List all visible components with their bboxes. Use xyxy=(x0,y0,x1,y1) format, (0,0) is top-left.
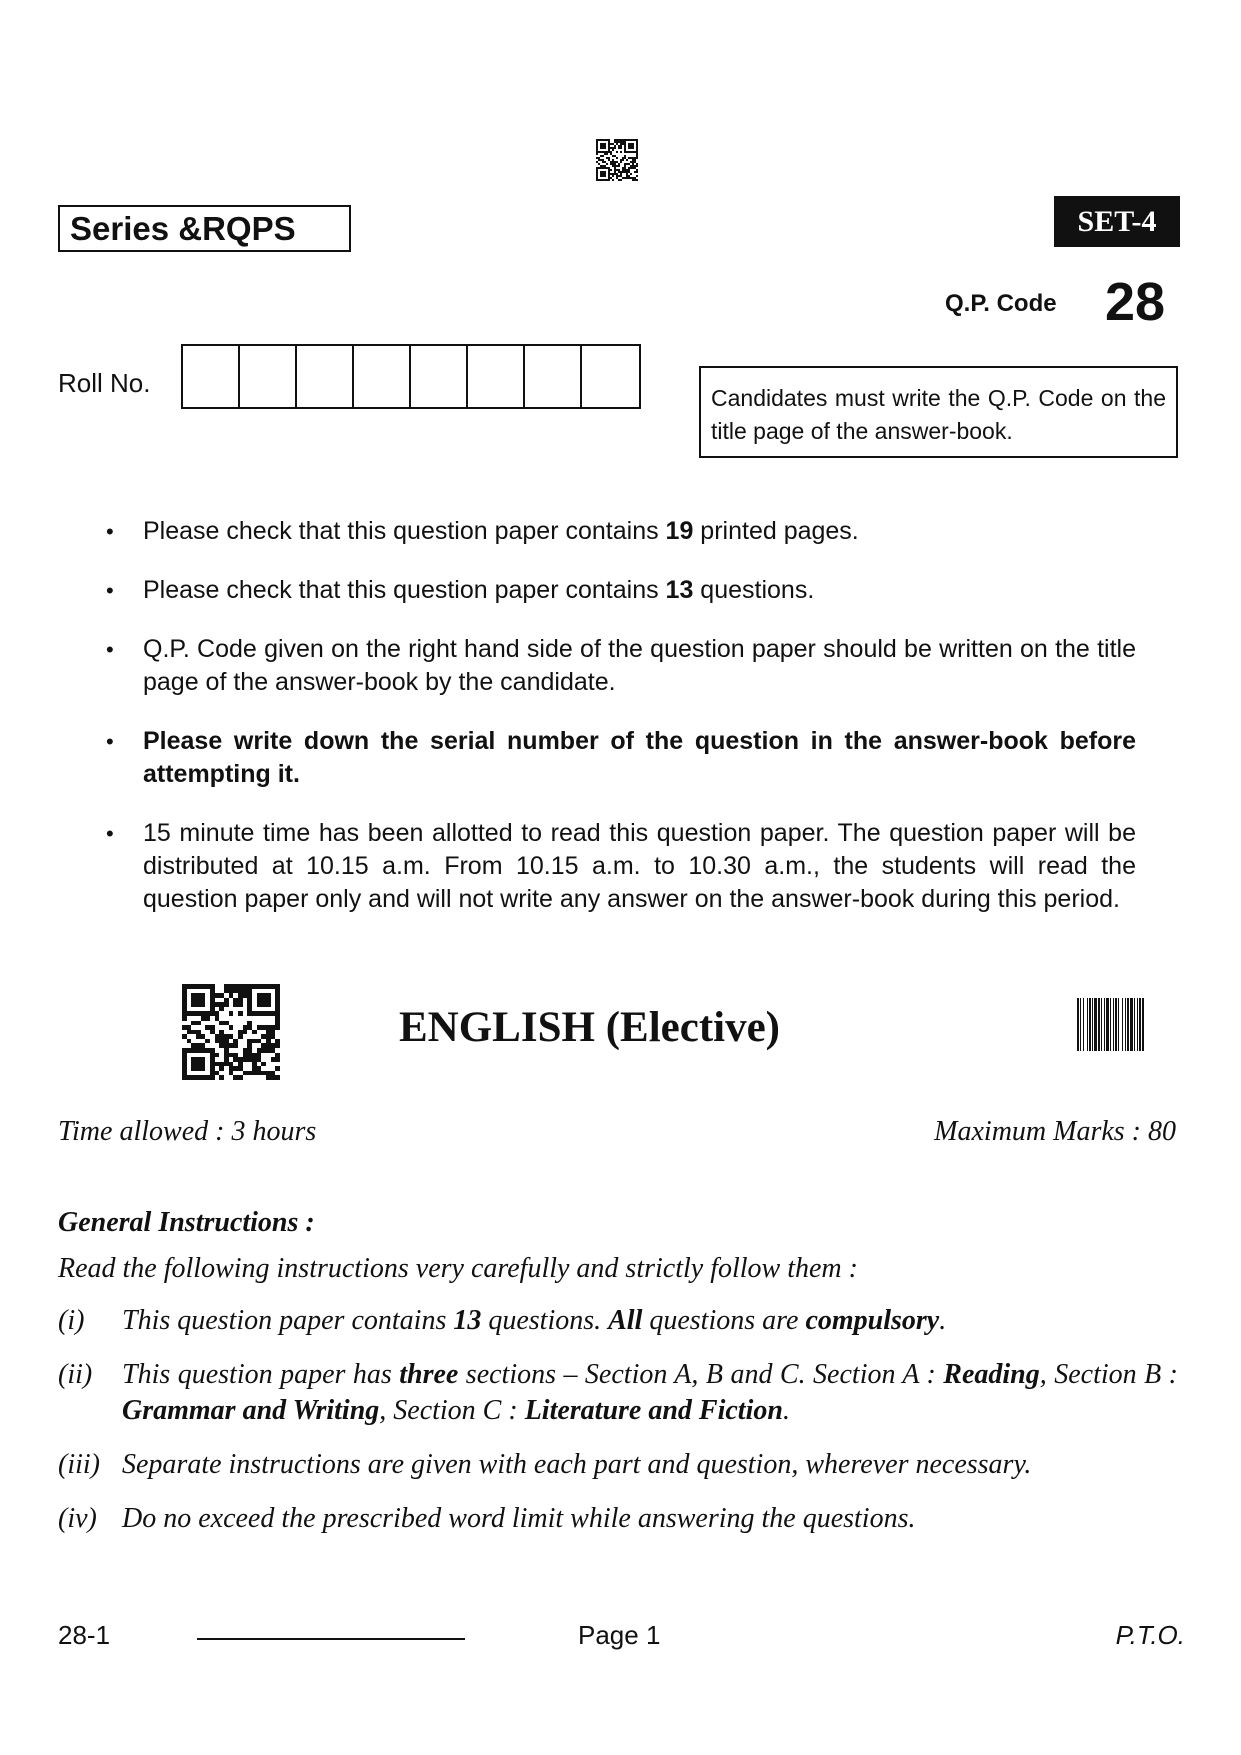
series-box: Series &RQPS xyxy=(58,205,351,252)
bullet-icon: • xyxy=(106,519,114,544)
text: , Section C : xyxy=(379,1395,525,1426)
bold-text: Grammar and Writing xyxy=(122,1395,380,1426)
bold-text: All xyxy=(608,1305,643,1336)
roll-no-digit-box[interactable] xyxy=(525,346,582,407)
roll-no-boxes[interactable] xyxy=(181,344,641,409)
bullet-icon: • xyxy=(106,578,114,603)
checklist xyxy=(106,515,1136,942)
checklist-item xyxy=(106,633,1136,699)
instruction-item xyxy=(58,1447,1178,1483)
bullet-icon: • xyxy=(106,821,114,846)
text: Separate instructions are given with each part and question, wherever necessary. xyxy=(122,1449,1032,1480)
instruction-number: (iii) xyxy=(58,1449,100,1480)
instruction-text xyxy=(122,1447,1178,1483)
bold-text: 19 xyxy=(665,517,694,545)
text: 15 minute time has been allotted to read this question paper. The question paper will be distributed at 10.15 a.m. From 10.15 a.m. to 10.30 a.m., the students will read the question paper only and will not write any answer on the answer-book during this period. xyxy=(143,819,1136,913)
text: printed pages. xyxy=(693,517,859,545)
checklist-text xyxy=(143,574,1136,607)
maximum-marks: Maximum Marks : 80 xyxy=(934,1116,1176,1147)
instruction-item xyxy=(58,1303,1178,1339)
barcode xyxy=(1077,998,1180,1051)
checklist-item xyxy=(106,515,1136,548)
bullet-icon: • xyxy=(106,729,114,754)
instruction-text xyxy=(122,1357,1178,1429)
text: This question paper has xyxy=(122,1359,400,1390)
footer-divider xyxy=(197,1638,465,1640)
bold-text: 13 xyxy=(665,576,694,604)
general-instructions xyxy=(58,1207,1178,1537)
instruction-number: (ii) xyxy=(58,1359,93,1390)
footer-pto: P.T.O. xyxy=(1115,1620,1185,1650)
instruction-text xyxy=(122,1501,1178,1537)
text: . xyxy=(939,1305,947,1336)
checklist-text xyxy=(143,725,1136,791)
roll-no-digit-box[interactable] xyxy=(240,346,297,407)
roll-no-digit-box[interactable] xyxy=(297,346,354,407)
time-allowed: Time allowed : 3 hours xyxy=(58,1116,317,1147)
checklist-item xyxy=(106,725,1136,791)
checklist-text xyxy=(143,515,1136,548)
bold-text: 13 xyxy=(453,1305,482,1336)
roll-no-digit-box[interactable] xyxy=(582,346,639,407)
checklist-text xyxy=(143,633,1136,699)
bullet-icon: • xyxy=(106,637,114,662)
text: Please check that this question paper contains xyxy=(143,517,666,545)
roll-no-digit-box[interactable] xyxy=(354,346,411,407)
bold-text: Literature and Fiction xyxy=(524,1395,783,1426)
qr-code-top xyxy=(596,139,638,181)
general-instructions-heading: General Instructions : xyxy=(58,1207,315,1238)
checklist-item xyxy=(106,574,1136,607)
subject-title: ENGLISH (Elective) xyxy=(399,1004,780,1051)
instruction-number: (i) xyxy=(58,1305,85,1336)
text: questions are xyxy=(642,1305,806,1336)
text: Q.P. Code given on the right hand side of the question paper should be written on the title page of the answer-book by the candidate. xyxy=(143,635,1136,696)
text: . xyxy=(782,1395,790,1426)
candidates-note-box: Candidates must write the Q.P. Code on the title page of the answer-book. xyxy=(699,366,1178,458)
instruction-number: (iv) xyxy=(58,1503,97,1534)
qp-code-label: Q.P. Code xyxy=(945,290,1057,317)
text: , Section B : xyxy=(1039,1359,1179,1390)
text: sections – Section A, B and C. Section A : xyxy=(458,1359,944,1390)
checklist-item xyxy=(106,817,1136,916)
bold-text: compulsory xyxy=(805,1305,940,1336)
text: Do no exceed the prescribed word limit while answering the questions. xyxy=(122,1503,916,1534)
text: This question paper contains xyxy=(122,1305,454,1336)
footer-page: Page 1 xyxy=(578,1620,661,1650)
text: Please check that this question paper contains xyxy=(143,576,666,604)
bold-text: three xyxy=(399,1359,459,1390)
bold-text: Please write down the serial number of the question in the answer-book before attempting it. xyxy=(143,727,1136,788)
roll-no-digit-box[interactable] xyxy=(468,346,525,407)
footer-code: 28-1 xyxy=(58,1620,111,1650)
instruction-item xyxy=(58,1357,1178,1429)
instruction-text xyxy=(122,1303,1178,1339)
roll-no-digit-box[interactable] xyxy=(183,346,240,407)
text: questions. xyxy=(481,1305,609,1336)
bold-text: Reading xyxy=(943,1359,1040,1390)
checklist-text xyxy=(143,817,1136,916)
qr-code-main xyxy=(182,984,280,1080)
roll-no-label: Roll No. xyxy=(58,368,151,398)
general-instructions-intro: Read the following instructions very carefully and strictly follow them : xyxy=(58,1253,858,1284)
qp-code-value: 28 xyxy=(1105,272,1166,332)
instruction-item xyxy=(58,1501,1178,1537)
text: questions. xyxy=(693,576,815,604)
set-badge: SET-4 xyxy=(1054,196,1180,247)
roll-no-digit-box[interactable] xyxy=(411,346,468,407)
